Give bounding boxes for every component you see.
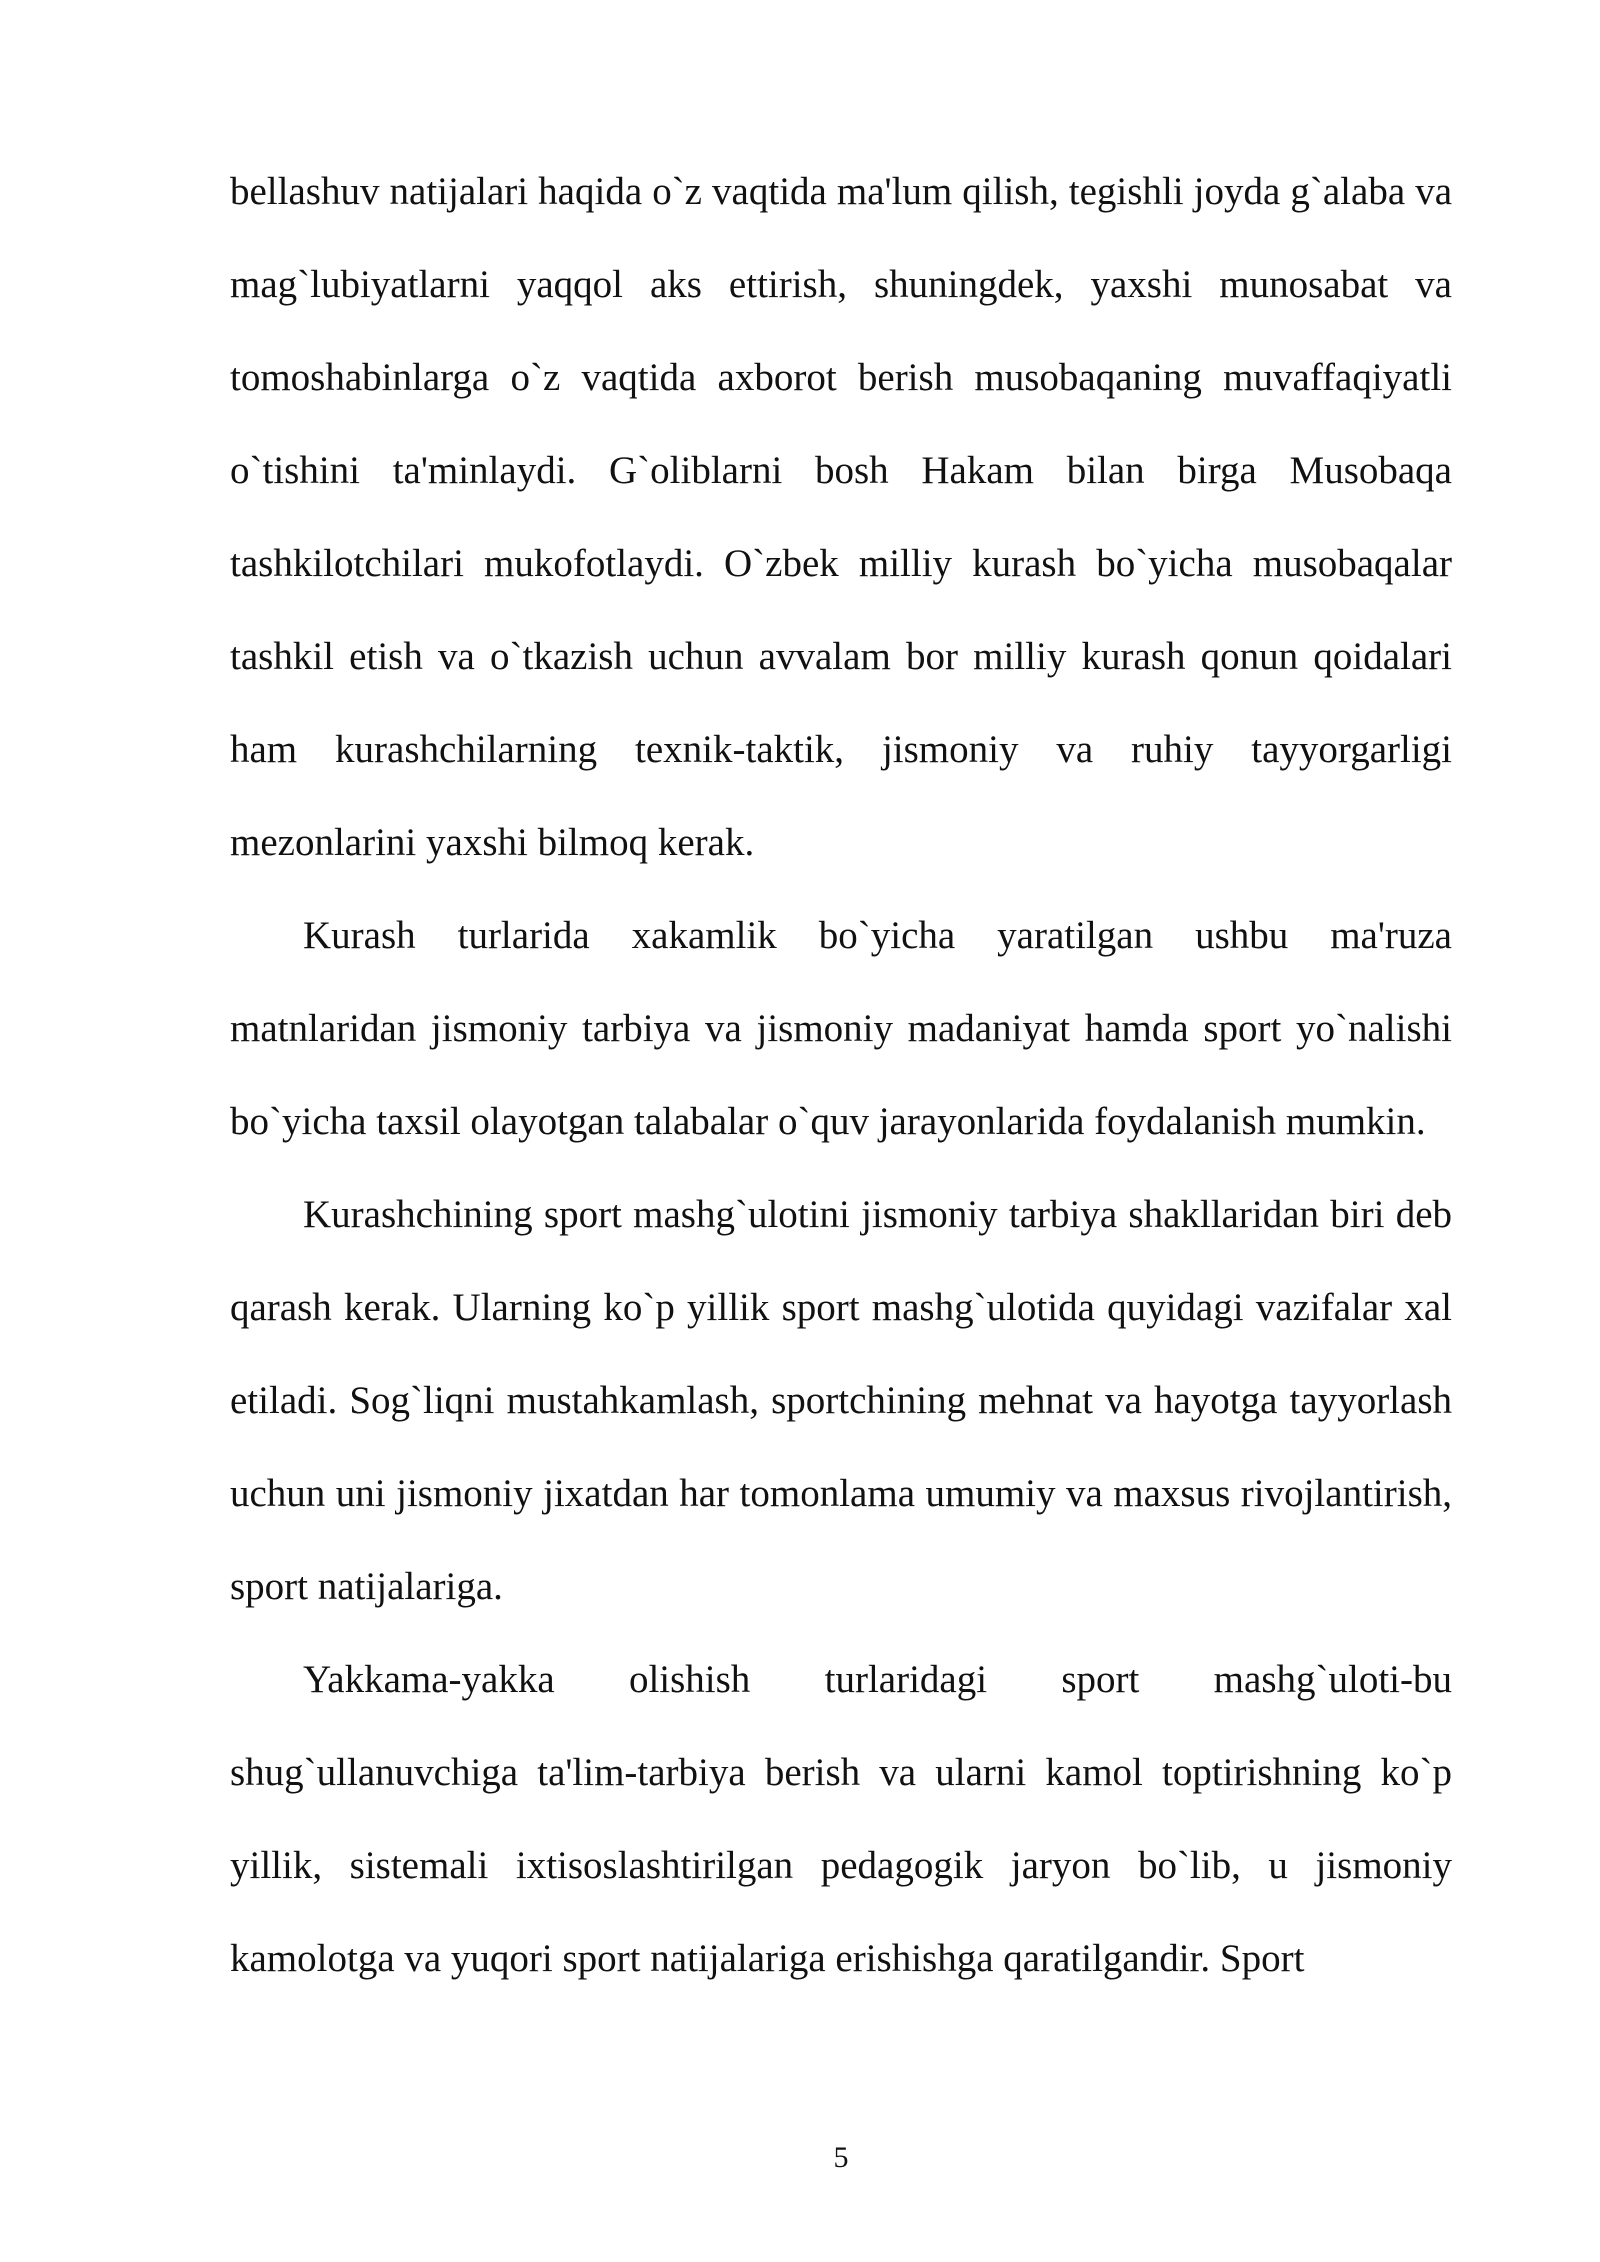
- page-number: 5: [833, 2141, 849, 2174]
- paragraph-continuation: bellashuv natijalari haqida o`z vaqtida ma'lum qilish, tegishli joyda g`alaba va mag`lubiyatlarni yaqqol aks ettirish, shuningdek, yaxshi munosabat va tomoshabinlarga o`z vaqtida axborot berish musobaqaning muvaffaqiyatli o`tishini ta'minlaydi. G`oliblarni bosh Hakam bilan birga Musobaqa tashkilotchilari mukofotlaydi. O`zbek milliy kurash bo`yicha musobaqalar tashkil etish va o`tkazish uchun avvalam bor milliy kurash qonun qoidalari ham kurashchilarning texnik-taktik, jismoniy va ruhiy tayyorgarligi mezonlarini yaxshi bilmoq kerak.: [230, 170, 1452, 864]
- paragraph-lecture-texts: Kurash turlarida xakamlik bo`yicha yaratilgan ushbu ma'ruza matnlaridan jismoniy tarbiya va jismoniy madaniyat hamda sport yo`nalishi bo`yicha taxsil olayotgan talabalar o`quv jarayonlarida foydalanish mumkin.: [230, 914, 1452, 1143]
- paragraph-training-tasks: Kurashchining sport mashg`ulotini jismoniy tarbiya shakllaridan biri deb qarash kerak. Ularning ko`p yillik sport mashg`ulotida quyidagi vazifalar xal etiladi. Sog`liqni mustahkamlash, sportchining mehnat va hayotga tayyorlash uchun uni jismoniy jixatdan har tomonlama umumiy va maxsus rivojlantirish, sport natijalariga.: [230, 1193, 1452, 1608]
- document-body: [230, 145, 1452, 2005]
- paragraph-combat-sports: Yakkama-yakka olishish turlaridagi sport mashg`uloti-bu shug`ullanuvchiga ta'lim-tarbiya berish va ularni kamol toptirishning ko`p yillik, sistemali ixtisoslashtirilgan pedagogik jaryon bo`lib, u jismoniy kamolotga va yuqori sport natijalariga erishishga qaratilgandir. Sport: [230, 1658, 1452, 1980]
